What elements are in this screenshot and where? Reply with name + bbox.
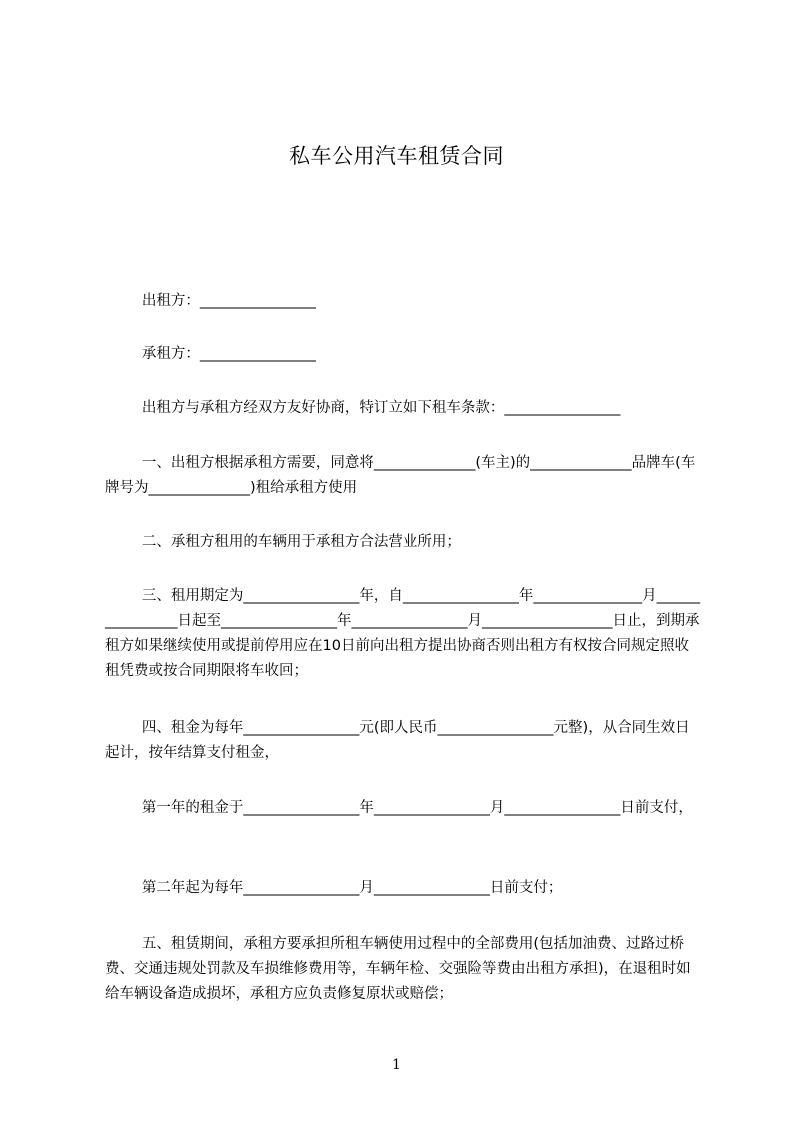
first-year-payment: 第一年的租金于________________年________________月________________日前支付， (105, 800, 693, 816)
later-year-payment: 第二年起为每年________________月________________日前支付； (105, 880, 563, 896)
intro-paragraph: 出租方与承租方经双方友好协商，特订立如下租车条款：________________ (105, 400, 621, 416)
lessor-line: 出租方：________________ (105, 293, 316, 309)
clause-1: 一、出租方根据承租方需要，同意将______________(车主)的______________品牌车(车牌号为______________)租给承租方使用 (105, 455, 696, 496)
clause-5: 五、租赁期间，承租方要承担所租车辆使用过程中的全部费用(包括加油费、过路过桥费、交通违规处罚款及车损维修费用等，车辆年检、交强险等费由出租方承担)，在退租时如给车辆设备造成损坏，承租方应负责修复原状或赔偿； (105, 936, 691, 1002)
clause-2: 二、承租方租用的车辆用于承租方合法营业所用； (105, 534, 461, 550)
clause-4: 四、租金为每年________________元(即人民币________________元整)，从合同生效日起计，按年结算支付租金， (105, 720, 690, 761)
document-title: 私车公用汽车租赁合同 (289, 144, 504, 168)
clause-3: 三、租用期定为________________年，自________________年_______________月________________日起至________________年________________月__________________日止，到期承租方如果继续使用或提前停用应在10日前向出租方提出协商否则出租方有权按合同规定照收租凭费或按合同期限将车收回； (105, 588, 701, 679)
lessee-line: 承租方：________________ (105, 346, 316, 362)
page-number: 1 (392, 1057, 401, 1073)
